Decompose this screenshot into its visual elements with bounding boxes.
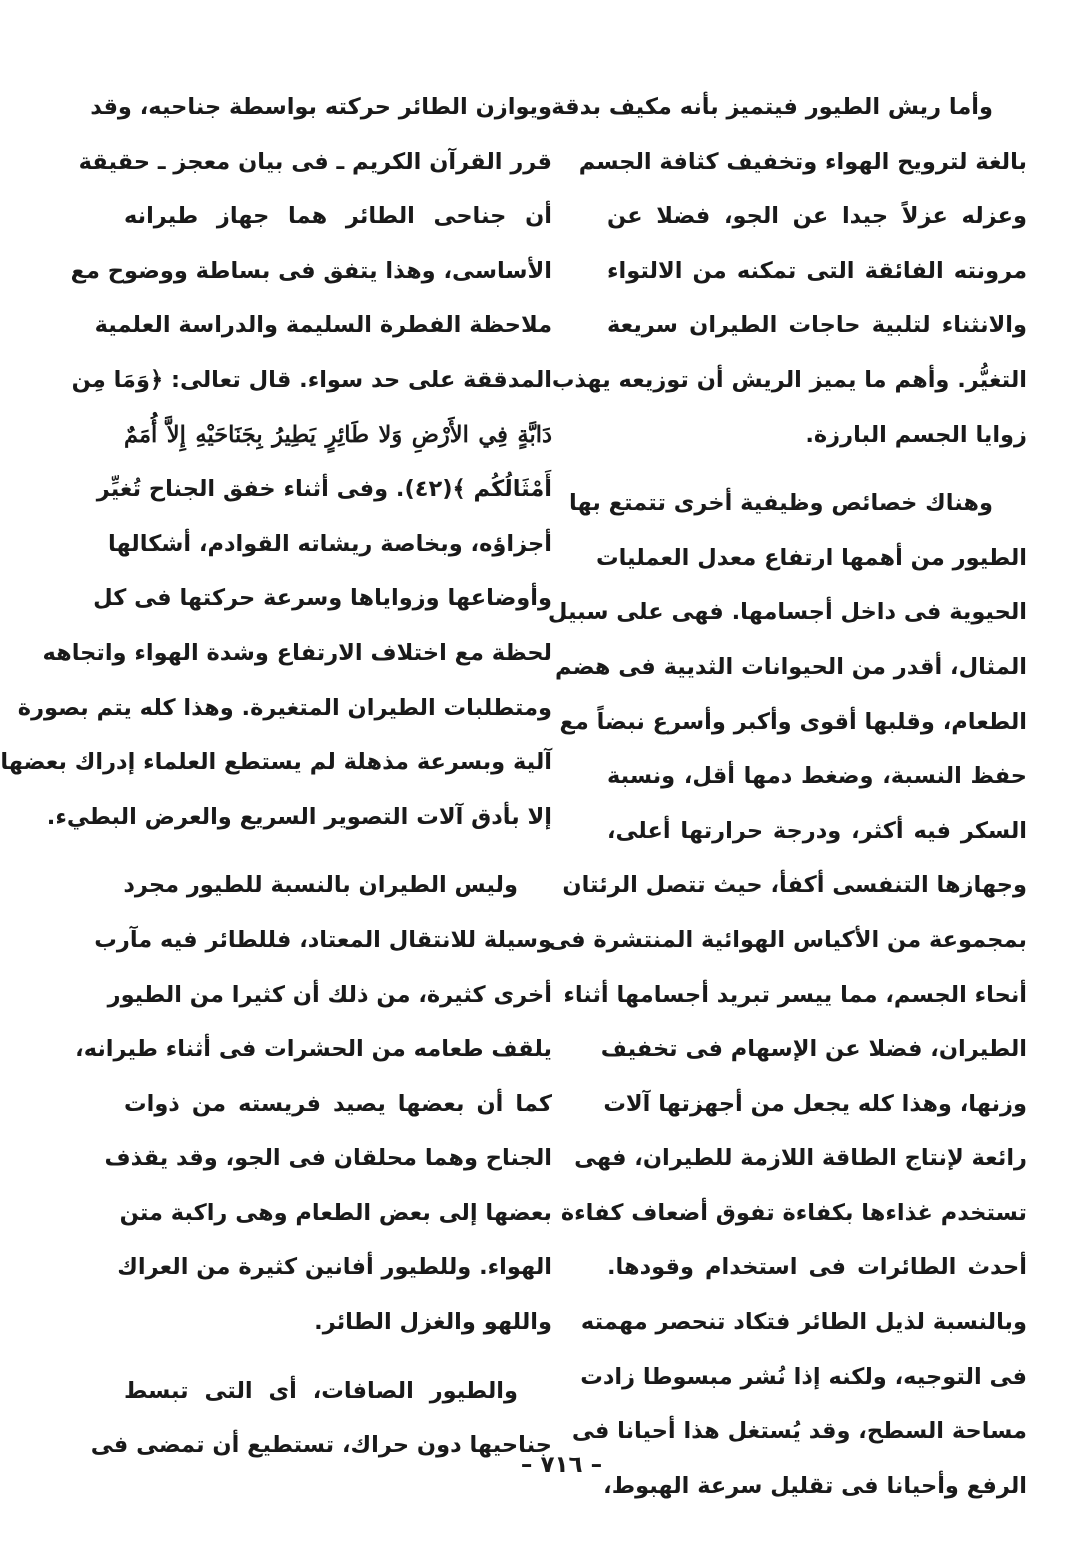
text-line: رائعة لإنتاج الطاقة اللازمة للطيران، فهى xyxy=(574,1145,1027,1172)
text-line: ملاحظة الفطرة السليمة والدراسة العلمية xyxy=(94,312,552,339)
text-line: وعزله عزلاً جيدا عن الجو، فضلا عن xyxy=(607,203,1027,230)
left-text-column xyxy=(0,80,552,1473)
text-line: الحيوية فى داخل أجسامها. فهى على سبيل xyxy=(547,599,1027,626)
paragraph-spacer xyxy=(124,844,552,858)
text-line: وجهازها التنفسى أكفأ، حيث تتصل الرئتان xyxy=(562,872,1027,899)
text-line: وهناك خصائص وظيفية أخرى تتمتع بها xyxy=(569,490,993,517)
quran-verse-line: دَابَّةٍ فِي الأَرْضِ وَلا طَائِرٍ يَطِيرُ بِجَنَاحَيْهِ إِلاَّ أُمَمٌ xyxy=(124,421,552,448)
text-line: أخرى كثيرة، من ذلك أن كثيرا من الطيور xyxy=(107,981,552,1008)
text-line: ويوازن الطائر حركته بواسطة جناحيه، وقد xyxy=(90,94,552,120)
text-line: فى التوجيه، ولكنه إذا نُشر مبسوطا زادت xyxy=(580,1363,1027,1390)
paragraph-flight-purposes xyxy=(75,858,552,1349)
text-line: السكر فيه أكثر، ودرجة حرارتها أعلى، xyxy=(607,817,1027,844)
text-line: بعضها إلى بعض الطعام وهى راكبة متن xyxy=(119,1199,552,1226)
text-line: زوايا الجسم البارزة. xyxy=(805,421,1027,448)
text-line: الهواء. وللطيور أفانين كثيرة من العراك xyxy=(117,1254,552,1281)
text-line: مرونته الفائقة التى تمكنه من الالتواء xyxy=(607,257,1027,284)
text-line: الأساسى، وهذا يتفق فى بساطة ووضوح مع xyxy=(70,257,552,284)
paragraph-wings-balance xyxy=(0,80,552,844)
text-line: وأما ريش الطيور فيتميز بأنه مكيف بدقة xyxy=(551,94,993,120)
text-line: إلا بأدق آلات التصوير السريع والعرض البطيء. xyxy=(46,803,552,830)
text-line: جناحيها دون حراك، تستطيع أن تمضى فى xyxy=(90,1432,552,1459)
text-line: تستخدم غذاءها بكفاءة تفوق أضعاف كفاءة xyxy=(560,1199,1027,1226)
text-line: التغيُّر. وأهم ما يميز الريش أن توزيعه يهذب xyxy=(551,366,1027,393)
text-line: أنحاء الجسم، مما ييسر تبريد أجسامها أثناء xyxy=(563,981,1027,1008)
text-line: ومتطلبات الطيران المتغيرة. وهذا كله يتم بصورة xyxy=(17,694,552,721)
text-line: وسيلة للانتقال المعتاد، فللطائر فيه مآرب xyxy=(94,926,552,953)
text-line: الرفع وأحيانا فى تقليل سرعة الهبوط، xyxy=(603,1472,1027,1499)
text-line: أحدث الطائرات فى استخدام وقودها. xyxy=(607,1254,1027,1281)
paragraph-feathers xyxy=(551,80,1027,462)
text-line: وأوضاعها وزواياها وسرعة حركتها فى كل xyxy=(93,585,552,612)
text-line: يلقف طعامه من الحشرات فى أثناء طيرانه، xyxy=(75,1036,552,1063)
text-line: وزنها، وهذا كله يجعل من أجهزتها آلات xyxy=(603,1090,1027,1117)
text-line: الجناح وهما محلقان فى الجو، وقد يقذف xyxy=(104,1145,552,1172)
text-line: الطيور من أهمها ارتفاع معدل العمليات xyxy=(595,544,1027,571)
text-line: وليس الطيران بالنسبة للطيور مجرد xyxy=(123,872,518,899)
text-line: والانثناء لتلبية حاجات الطيران سريعة xyxy=(607,312,1027,339)
text-line: كما أن بعضها يصيد فريسته من ذوات xyxy=(124,1090,552,1117)
page-number: – ٧١٦ – xyxy=(520,1452,603,1478)
text-line: المثال، أقدر من الحيوانات الثديية فى هضم xyxy=(555,653,1027,680)
text-line: لحظة مع اختلاف الارتفاع وشدة الهواء واتجاهه xyxy=(42,639,552,666)
text-line: أَمْثَالُكُم ﴾(٤٢). وفى أثناء خفق الجناح تُغيِّر xyxy=(96,476,552,503)
text-line: الطيران، فضلا عن الإسهام فى تخفيف xyxy=(600,1036,1027,1063)
text-line: أن جناحى الطائر هما جهاز طيرانه xyxy=(124,203,552,230)
text-line: أجزاؤه، وبخاصة ريشاته القوادم، أشكالها xyxy=(108,530,552,557)
text-line: والطيور الصافات، أى التى تبسط xyxy=(124,1377,518,1404)
paragraph-spacer xyxy=(607,462,1027,476)
text-line: واللهو والغزل الطائر. xyxy=(314,1309,552,1336)
text-line: الطعام، وقلبها أقوى وأكبر وأسرع نبضاً مع xyxy=(559,708,1027,735)
text-line: المدققة على حد سواء. قال تعالى: ﴿وَمَا مِن xyxy=(71,366,552,393)
text-line: بمجموعة من الأكياس الهوائية المنتشرة فى xyxy=(548,926,1027,953)
text-line: قرر القرآن الكريم ـ فى بيان معجز ـ حقيقة xyxy=(78,148,552,175)
text-line: وبالنسبة لذيل الطائر فتكاد تنحصر مهمته xyxy=(580,1309,1027,1336)
paragraph-spacer xyxy=(124,1350,552,1364)
text-line: حفظ النسبة، وضغط دمها أقل، ونسبة xyxy=(607,763,1027,790)
text-line: آلية وبسرعة مذهلة لم يستطع العلماء إدراك بعضها xyxy=(0,749,552,776)
text-line: بالغة لترويح الهواء وتخفيف كثافة الجسم xyxy=(578,148,1027,175)
text-line: مساحة السطح، وقد يُستغل هذا أحيانا فى xyxy=(571,1418,1027,1445)
